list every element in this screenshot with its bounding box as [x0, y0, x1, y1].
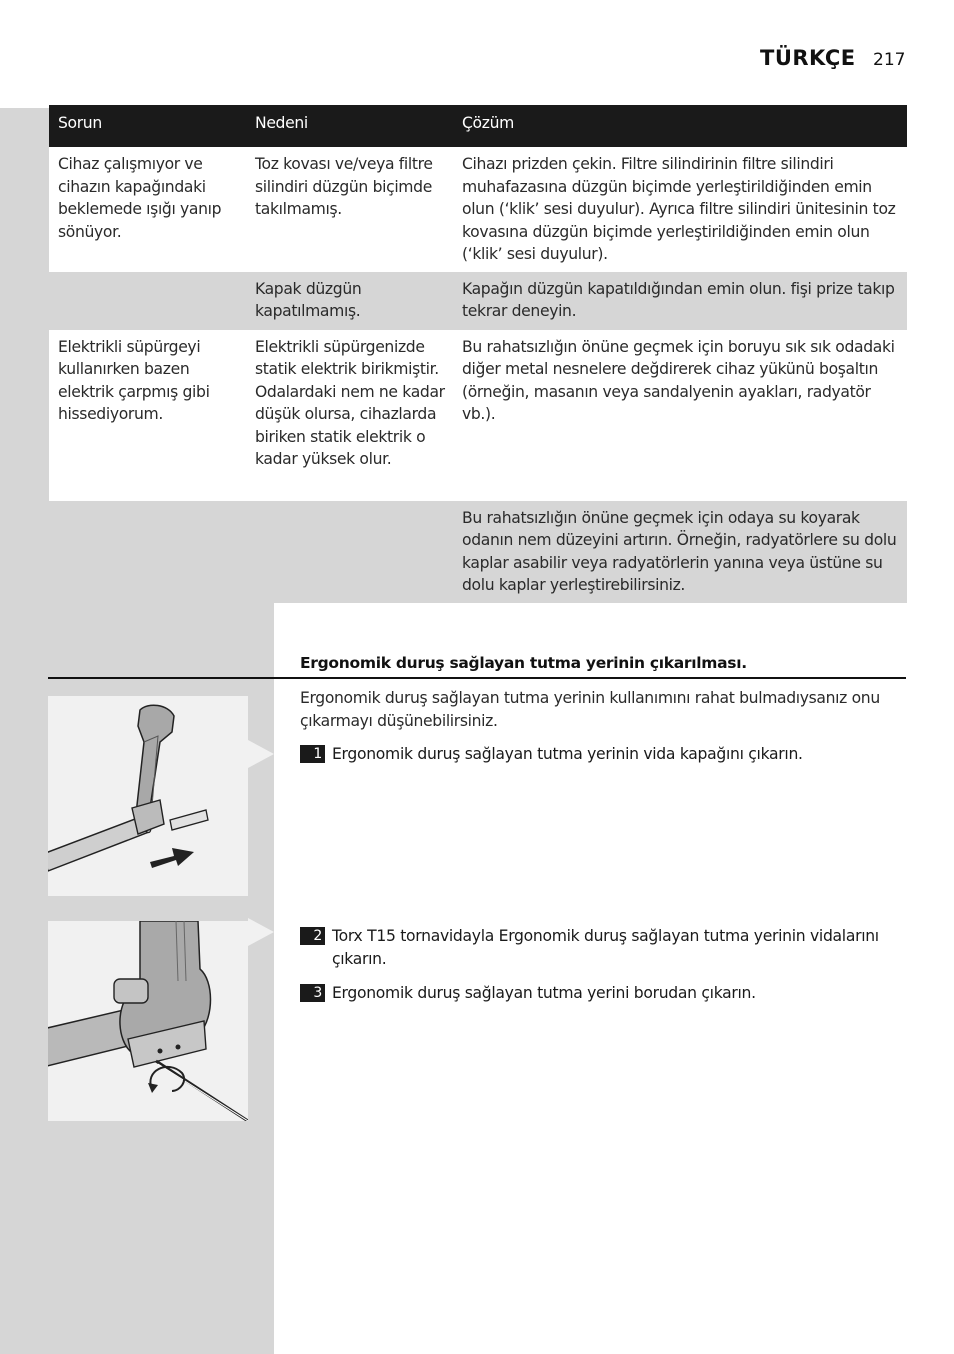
section-divider	[48, 677, 906, 679]
table-row	[49, 272, 907, 330]
section-intro: Ergonomik duruş sağlayan tutma yerinin kullanımını rahat bulmadıysanız onu çıkarmayı düşünebilirsiniz.	[300, 689, 880, 730]
table-row	[49, 330, 907, 501]
solution-cell: Kapağın düzgün kapatıldığından emin olun. fişi prize takıp tekrar deneyin.	[453, 272, 907, 330]
cause-cell: Kapak düzgün kapatılmamış.	[246, 272, 453, 330]
step-2	[300, 925, 910, 970]
step-text: Ergonomik duruş sağlayan tutma yerinin vida kapağını çıkarın.	[332, 745, 803, 763]
header-language: TÜRKÇE	[760, 46, 856, 70]
cause-cell	[246, 501, 453, 603]
problem-cell	[49, 272, 246, 330]
section-title: Ergonomik duruş sağlayan tutma yerinin çıkarılması.	[300, 654, 747, 672]
cause-cell: Toz kovası ve/veya filtre silindiri düzgün biçimde takılmamış.	[246, 147, 453, 272]
step-number-badge: 1	[300, 745, 325, 763]
step-text: Torx T15 tornavidayla Ergonomik duruş sağlayan tutma yerinin vidalarını çıkarın.	[332, 927, 879, 968]
problem-cell: Cihaz çalışmıyor ve cihazın kapağındaki beklemede ışığı yanıp sönüyor.	[49, 147, 246, 272]
handle-screw-cover-illustration	[48, 696, 248, 896]
solution-cell: Cihazı prizden çekin. Filtre silindirinin filtre silindiri muhafazasına düzgün biçimde yerleştirildiğinden emin olun (‘klik’ sesi duyulur). Ayrıca filtre silindiri ünitesinin toz kovasına düzgün biçimde yerleştirildiğinden emin olun (‘klik’ sesi duyulur).	[453, 147, 907, 272]
solution-cell: Bu rahatsızlığın önüne geçmek için odaya su koyarak odanın nem düzeyini artırın. Örneğin, radyatörlere su dolu kaplar asabilir veya radyatörlerin yanına veya üstüne su dolu kaplar yerleştirebilirsiniz.	[453, 501, 907, 603]
handle-unscrewing-illustration	[48, 921, 248, 1121]
table-row	[49, 501, 907, 603]
problem-cell	[49, 501, 246, 603]
column-header-solution: Çözüm	[453, 105, 907, 147]
column-header-cause: Nedeni	[246, 105, 453, 147]
troubleshooting-table	[49, 105, 907, 603]
step-number-badge: 2	[300, 927, 325, 945]
illustration-pointer	[248, 740, 274, 768]
handle-screw-cover-drawing	[48, 696, 248, 896]
illustration-pointer	[248, 918, 274, 946]
handle-unscrewing-drawing	[48, 921, 248, 1121]
cause-cell: Elektrikli süpürgenizde statik elektrik birikmiştir. Odalardaki nem ne kadar düşük olursa, cihazlarda biriken statik elektrik o kadar yüksek olur.	[246, 330, 453, 501]
problem-cell: Elektrikli süpürgeyi kullanırken bazen elektrik çarpmış gibi hissediyorum.	[49, 330, 246, 501]
step-number-badge: 3	[300, 984, 325, 1002]
table-row	[49, 147, 907, 272]
solution-cell: Bu rahatsızlığın önüne geçmek için boruyu sık sık odadaki diğer metal nesnelere değdirerek cihaz yükünü boşaltın (örneğin, masanın veya sandalyenin ayakları, radyatör vb.).	[453, 330, 907, 501]
step-3	[300, 982, 910, 1005]
step-1	[300, 743, 910, 766]
step-text: Ergonomik duruş sağlayan tutma yerini borudan çıkarın.	[332, 984, 756, 1002]
table-header-row	[49, 105, 907, 147]
page-number: 217	[873, 50, 906, 70]
column-header-problem: Sorun	[49, 105, 246, 147]
